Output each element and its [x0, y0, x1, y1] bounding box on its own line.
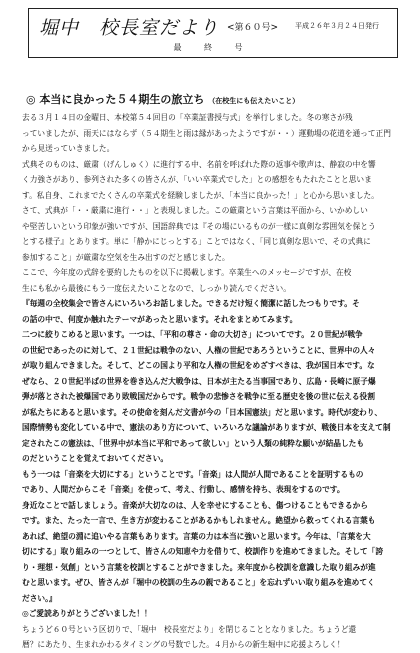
text-line: ぜなら、２０世紀半ばの世界を巻き込んだ大戦争は、日本が主たる当事国であり、広島・長崎に原子爆 [22, 376, 376, 386]
text-line: 切にする」取り組みの一つとして、皆さんの知恵や力を借りて、校訓作りを進めてきました。そして「誇 [22, 547, 384, 556]
text-line: 参加すること」が厳粛な空気を生み出すのだと感じました。 [22, 252, 230, 262]
text-line: ちょうど６０号という区切りで、「堀中 校長室だより」を閉じることとなりました。ちょうど還 [22, 624, 357, 634]
final-issue-label: 最 終 号 [173, 43, 253, 52]
text-line: く力強さがあり、参列された多くの皆さんが、「いい卒業式でした」との感想をもたれたことと思いま [22, 175, 372, 184]
text-line: のだということを覚えておいてください。 [22, 454, 169, 463]
text-line: ここで、今年度の式辞を要約したものを以下に掲載します。卒業生へのメッセージですが、在校 [22, 268, 352, 277]
text-line: ださい。』 [22, 593, 57, 603]
text-line: 式典そのものは、厳粛（げんしゅく）に進行する中、名前を呼ばれた際の返事や歌声は、静寂の中を響 [22, 159, 376, 169]
text-line: もう一つは「音楽を大切にする」ということです。「音楽」は人間が人間であることを証明するもの [22, 469, 364, 479]
text-line: あれば、絶望の淵に追いやる言葉もあります。言葉の力は本当に強いと思います。今年は、「言葉を大 [22, 531, 371, 541]
text-line: の話の中で、何度か触れたテーマがあったと思います。それをまとめてみます。 [22, 314, 298, 324]
article-headline [26, 91, 406, 107]
text-line: 身近なことで話しましょう。音楽が大切なのは、人を幸せにすることも、傷つけることもできるから [22, 500, 368, 510]
text-line: 去る３月１４日の金曜日、本校第５４回目の「卒業証書授与式」を挙行しました。冬の寒さが残 [22, 113, 353, 122]
text-line: 弾が落とされた被爆国であり敗戦国だからです。戦争の悲惨さを戦争に至る歴史を後の世に伝える役割 [22, 392, 375, 401]
headline-note: （在校生にも伝えたいこと） [208, 97, 300, 105]
text-line: 生にも私から最後にもう一度伝えたいことなので、しっかり読んでください。 [22, 283, 291, 293]
text-line: です。また、たった一言で、生き方が変わることがあるかもしれません。絶望から救ってくれる言葉も [22, 516, 376, 525]
text-line: 暦？にあたり、生まれかわるタイミングの号数でした。４月からの新生堀中に応援よろしく！ [22, 640, 345, 649]
text-line: から見送っていきました。 [22, 144, 115, 153]
text-line: であり、人間だからこそ「音楽」を使って、考え、行動し、感情を持ち、表現をするのです。 [22, 485, 345, 494]
text-line: 定されたこの憲法は、「世界中が本当に平和であって欲しい」という人類の純粋な願いが結晶したも [22, 438, 365, 448]
text-line: とする様子』とあります。単に「静かにじっとする」ことではなく、「同じ真剣な思いで、その式典に [22, 237, 371, 246]
issue-date: 平成２６年３月２４日発行 [295, 22, 379, 30]
issue-number: <第６０号> [227, 23, 279, 33]
text-line: むと思います。ぜひ、皆さんが「堀中の校訓の生みの親であること」を忘れずいい取り組みを進めてく [22, 578, 375, 587]
closing-heading: ◎ご愛読ありがとうございました！！ [22, 609, 152, 618]
text-line: 二つに絞りこめると思います。一つは、「平和の尊さ・命の大切さ」についてです。２０世紀が戦争 [22, 330, 363, 339]
article-body [22, 110, 402, 653]
text-line: 『毎週の全校集会で皆さんにいろいろお話しました。できるだけ短く簡潔に話したつもりです。そ [22, 299, 360, 308]
headline-text: ◎ 本当に良かった５４期生の旅立ち [26, 93, 205, 106]
text-line: っていましたが、雨天にはならず（５４期生と雨は縁があったようですが・・）運動場の花道を通って正門 [22, 128, 391, 138]
text-line: り・理想・気創」という言葉を校訓とすることができました。来年度から校訓を意識した取り組みが進 [22, 562, 376, 572]
text-line: 国際情勢も変化している中で、憲法のあり方について、いろいろな議論がありますが、戦後日本を支えて制 [22, 423, 391, 432]
text-line: さて、式典が「・・厳粛に進行・・」と表現しました。この厳粛という言葉は平面から、いかめしい [22, 206, 368, 215]
text-line: の世紀であったのに対して、２１世紀は戦争のない、人権の世紀であろうということに、世界中の人々 [22, 345, 376, 355]
newsletter-title: 堀中 校長室だより [39, 17, 220, 39]
text-line: す。私自身、これまでたくさんの卒業式を経験しましたが、「本当に良かった！」と心から思いました。 [22, 190, 379, 200]
masthead [28, 8, 398, 58]
text-line: が取り組んできました。そして、どこの国より平和な人権の世紀をめざすべきは、我が国日本です。な [22, 361, 375, 370]
text-line: が私たちにあると思います。その使命を刻んだ文書が今の「日本国憲法」だと思います。時代が変わり、 [22, 407, 383, 417]
text-line: や堅苦しいという印象が強いですが、国語辞典では『その場にいるものが一様に真剣な雰囲気を保とう [22, 221, 376, 231]
